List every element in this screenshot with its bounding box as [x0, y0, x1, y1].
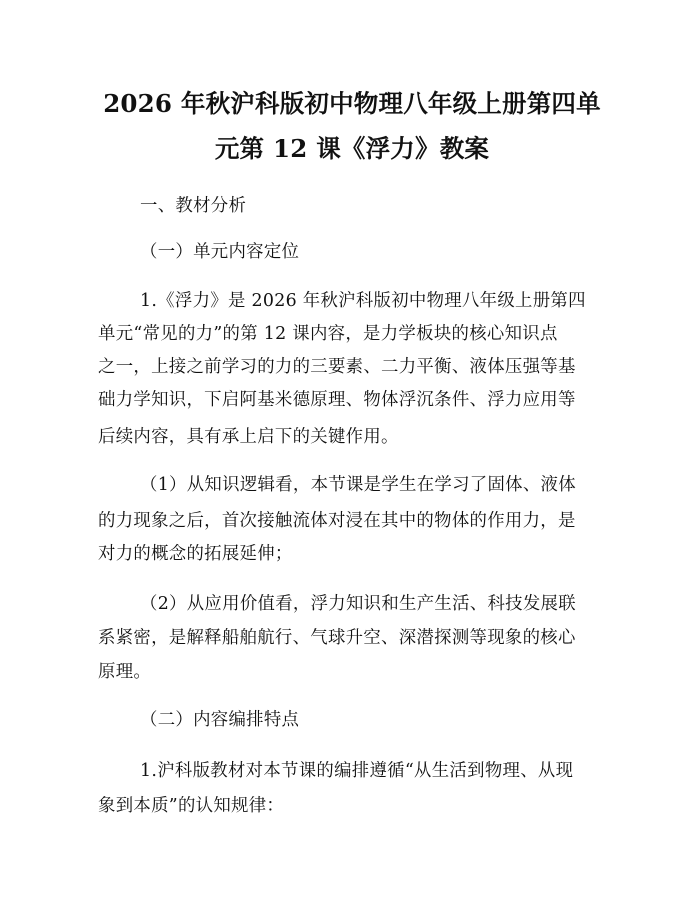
paragraph-3-line-1: （2）从应用价值看，浮力知识和生产生活、科技发展联: [140, 594, 576, 614]
paragraph-1-line-2: 单元“常见的力”的第 12 课内容，是力学板块的核心知识点: [98, 324, 558, 344]
document-title-line-1: 2026 年秋沪科版初中物理八年级上册第四单: [103, 89, 601, 118]
paragraph-1-line-4: 础力学知识，下启阿基米德原理、物体浮沉条件、浮力应用等: [98, 390, 576, 410]
paragraph-3-line-3: 原理。: [98, 662, 152, 682]
paragraph-1-line-5: 后续内容，具有承上启下的关键作用。: [98, 427, 399, 447]
paragraph-4-line-2: 象到本质”的认知规律：: [98, 796, 285, 816]
paragraph-2-line-2: 的力现象之后，首次接触流体对浸在其中的物体的作用力，是: [98, 511, 576, 531]
section-heading-textbook-analysis: 一、教材分析: [140, 196, 247, 216]
subsection-heading-unit-positioning: （一）单元内容定位: [140, 242, 300, 262]
subsection-heading-content-arrangement: （二）内容编排特点: [140, 710, 300, 730]
paragraph-4-line-1: 1.沪科版教材对本节课的编排遵循“从生活到物理、从现: [140, 761, 574, 781]
document-title-line-2: 元第 12 课《浮力》教案: [214, 134, 490, 163]
paragraph-2-line-1: （1）从知识逻辑看，本节课是学生在学习了固体、液体: [140, 475, 576, 495]
paragraph-1-line-1: 1.《浮力》是 2026 年秋沪科版初中物理八年级上册第四: [140, 291, 586, 311]
paragraph-3-line-2: 系紧密，是解释船舶航行、气球升空、深潜探测等现象的核心: [98, 628, 576, 648]
paragraph-1-line-3: 之一，上接之前学习的力的三要素、二力平衡、液体压强等基: [98, 357, 576, 377]
paragraph-2-line-3: 对力的概念的拓展延伸；: [98, 544, 293, 564]
